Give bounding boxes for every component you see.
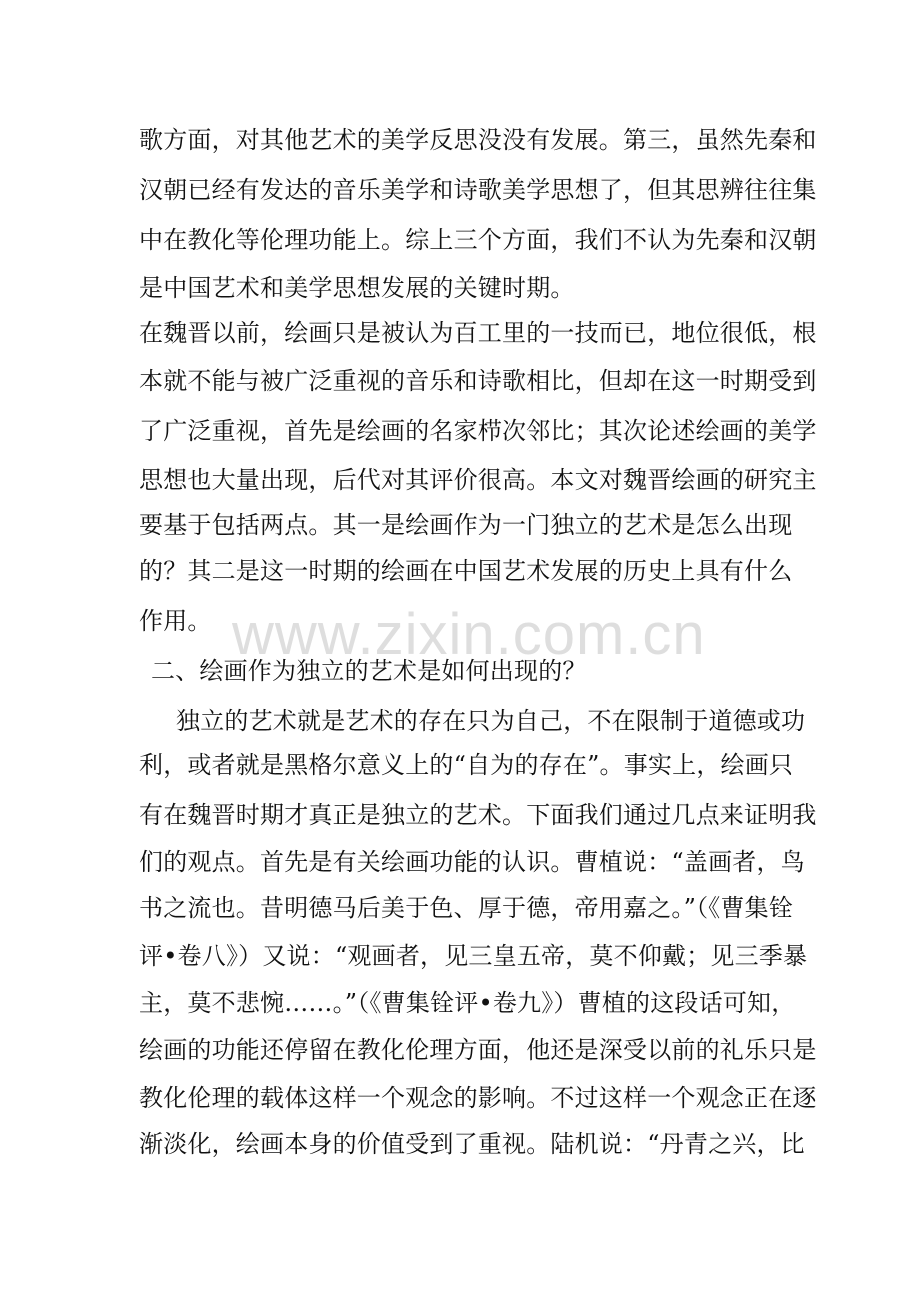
text-line: 了广泛重视，首先是绘画的名家栉次邻比；其次论述绘画的美学 xyxy=(139,417,817,445)
text-line: 中在教化等伦理功能上。综上三个方面，我们不认为先秦和汉朝 xyxy=(139,226,817,254)
text-line: 绘画的功能还停留在教化伦理方面，他还是深受以前的礼乐只是 xyxy=(139,1036,817,1064)
text-line: 汉朝已经有发达的音乐美学和诗歌美学思想了，但其思辨往往集 xyxy=(139,176,817,204)
text-line: 渐淡化，绘画本身的价值受到了重视。陆机说：“丹青之兴，比 xyxy=(139,1130,805,1158)
text-line: 评•卷八》）又说：“观画者，见三皇五帝，莫不仰戴；见三季暴 xyxy=(139,942,808,970)
text-line: 们的观点。首先是有关绘画功能的认识。曹植说：“盖画者，鸟 xyxy=(139,848,805,876)
text-line: 思想也大量出现，后代对其评价很高。本文对魏晋绘画的研究主 xyxy=(139,466,817,494)
text-line: 作用。 xyxy=(139,607,212,635)
watermark: www.zixin.com.cn xyxy=(232,602,706,667)
text-line: 独立的艺术就是艺术的存在只为自己，不在限制于道德或功 xyxy=(176,707,806,735)
text-line: 书之流也。昔明德马后美于色、厚于德，帝用嘉之。”（《曹集铨 xyxy=(139,894,794,922)
text-line: 的？其二是这一时期的绘画在中国艺术发展的历史上具有什么 xyxy=(139,557,793,585)
text-line: 教化伦理的载体这样一个观念的影响。不过这样一个观念正在逐 xyxy=(139,1084,817,1112)
text-line: 是中国艺术和美学思想发展的关键时期。 xyxy=(139,274,575,302)
text-line: 要基于包括两点。其一是绘画作为一门独立的艺术是怎么出现 xyxy=(139,511,793,539)
text-line: 主，莫不悲惋……。”（《曹集铨评•卷九》）曹植的这段话可知， xyxy=(139,989,796,1017)
section-heading: 二、绘画作为独立的艺术是如何出现的？ xyxy=(151,657,587,685)
text-line: 在魏晋以前，绘画只是被认为百工里的一技而已，地位很低，根 xyxy=(139,319,817,347)
text-line: 利，或者就是黑格尔意义上的“自为的存在”。事实上，绘画只 xyxy=(139,751,794,779)
text-line: 有在魏晋时期才真正是独立的艺术。下面我们通过几点来证明我 xyxy=(139,801,817,829)
text-line: 歌方面，对其他艺术的美学反思没没有发展。第三，虽然先秦和 xyxy=(139,126,817,154)
text-line: 本就不能与被广泛重视的音乐和诗歌相比，但却在这一时期受到 xyxy=(139,367,817,395)
